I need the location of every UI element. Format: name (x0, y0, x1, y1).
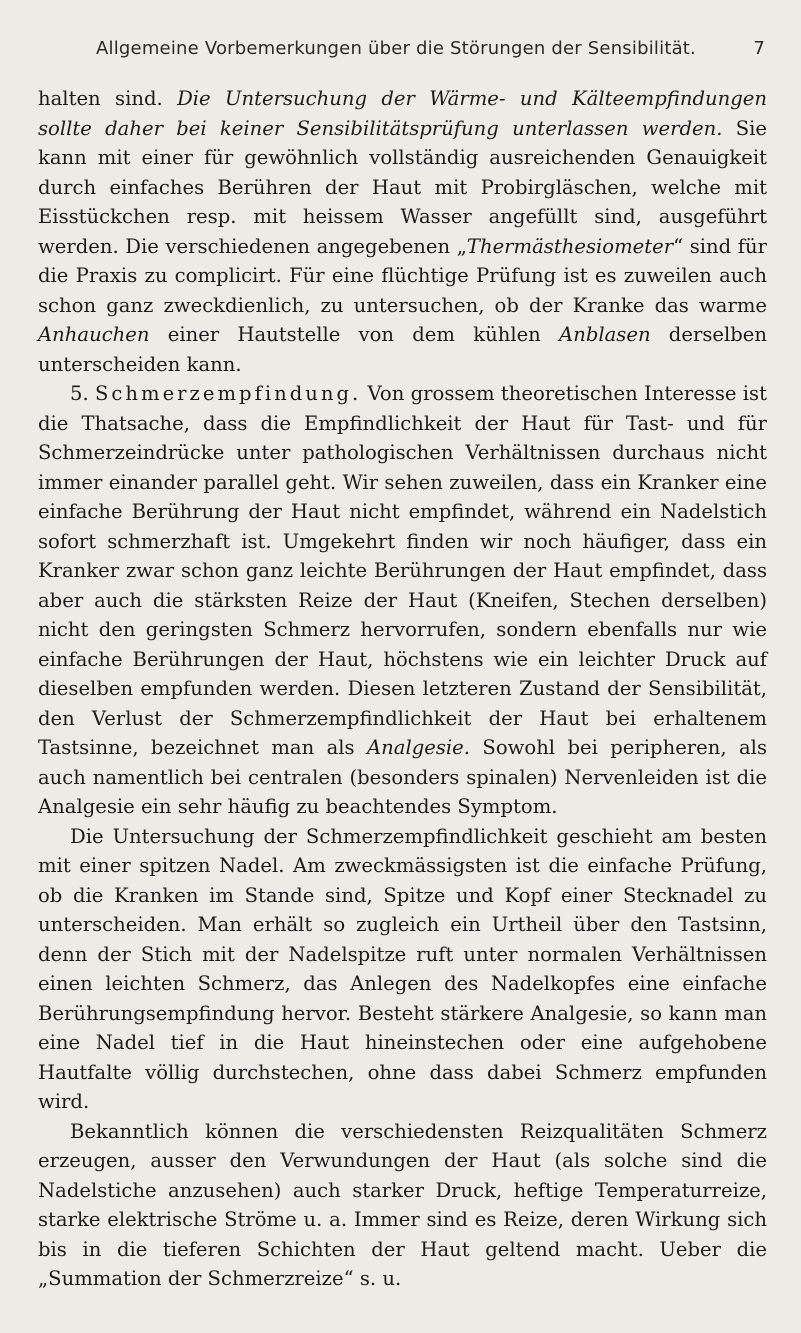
text-run: einer Hautstelle von dem kühlen (149, 323, 560, 346)
body-text (38, 84, 767, 1294)
paragraph (38, 379, 767, 822)
paragraph (38, 84, 767, 379)
text-run: Die Untersuchung der Schmerzempfindlichkeit geschieht am besten mit einer spitzen Nadel. Am zweckmässigsten ist die einfache Prüfung, ob die Kranken im Stande sind, Spitze und Kopf einer Stecknadel zu unterscheiden. Man erhält so zugleich ein Urtheil über den Tastsinn, denn der Stich mit der Nadelspitze ruft unter normalen Verhältnissen einen leichten Schmerz, das Anlegen des Nadelkopfes eine einfache Berührungsempfindung hervor. Besteht stärkere Analgesie, so kann man eine Nadel tief in die Haut hineinstechen oder eine aufgehobene Hautfalte völlig durchstechen, ohne dass dabei Schmerz empfunden wird. (38, 824, 767, 1113)
text-run: “ sind für die Praxis zu complicirt. Für eine flüchtige Prüfung ist es zuweilen auch schon ganz zweckdienlich, zu untersuchen, ob der Kranke das warme (38, 234, 768, 317)
paragraph (38, 822, 767, 1117)
text-run: 5. (70, 382, 95, 405)
section-heading: Schmerzempfindung. (94, 382, 362, 405)
text-run: Sowohl bei peripheren, als auch namentlich bei centralen (besonders spinalen) Nervenleiden ist die Analgesie ein sehr häufig zu beachtendes Symptom. (38, 736, 767, 818)
text-run: halten sind. (38, 87, 178, 110)
italic-text: Anblasen (559, 323, 651, 346)
italic-text: Die Untersuchung der Wärme- und Kälteempfindungen sollte daher bei keiner Sensibilitätsprüfung unterlassen werden. (38, 87, 767, 140)
text-run: Von grossem theoretischen Interesse ist die Thatsache, dass die Empfindlichkeit der Haut für Tast- und für Schmerzeindrücke unter pathologischen Verhältnissen durchaus nicht immer einander parallel geht. Wir sehen zuweilen, dass ein Kranker eine einfache Berührung der Haut nicht empfindet, während ein Nadelstich sofort schmerzhaft ist. Umgekehrt finden wir noch häufiger, dass ein Kranker zwar schon ganz leichte Berührungen der Haut empfindet, dass aber auch die stärksten Reize der Haut (Kneifen, Stechen derselben) nicht den geringsten Schmerz hervorrufen, sondern ebenfalls nur wie einfache Berührungen der Haut, höchstens wie ein leichter Druck auf dieselben empfunden werden. Diesen letzteren Zustand der Sensibilität, den Verlust der Schmerzempfindlichkeit der Haut bei erhaltenem Tastsinne, bezeichnet man als (38, 382, 767, 759)
italic-text: Analgesie. (367, 736, 471, 759)
italic-text: Anhauchen (38, 323, 150, 346)
text-run: derselben unterscheiden kann. (38, 323, 767, 376)
running-head-title: Allgemeine Vorbemerkungen über die Störungen der Sensibilität. (96, 38, 696, 59)
running-head (96, 38, 765, 68)
text-run: Bekanntlich können die verschiedensten Reizqualitäten Schmerz erzeugen, ausser den Verwundungen der Haut (als solche sind die Nadelstiche anzusehen) auch starker Druck, heftige Temperaturreize, starke elektrische Ströme u. a. Immer sind es Reize, deren Wirkung sich bis in die tieferen Schichten der Haut geltend macht. Ueber die „Summation der Schmerzreize“ s. u. (38, 1119, 767, 1290)
text-run: Sie kann mit einer für gewöhnlich vollständig ausreichenden Genauigkeit durch einfaches Berühren der Haut mit Probirgläschen, welche mit Eisstückchen resp. mit heissem Wasser angefüllt sind, ausgeführt werden. Die verschiedenen angegebenen „ (38, 116, 767, 258)
italic-text: Thermästhesiometer (466, 234, 674, 258)
page-number: 7 (753, 38, 765, 59)
paragraph (38, 1117, 767, 1294)
